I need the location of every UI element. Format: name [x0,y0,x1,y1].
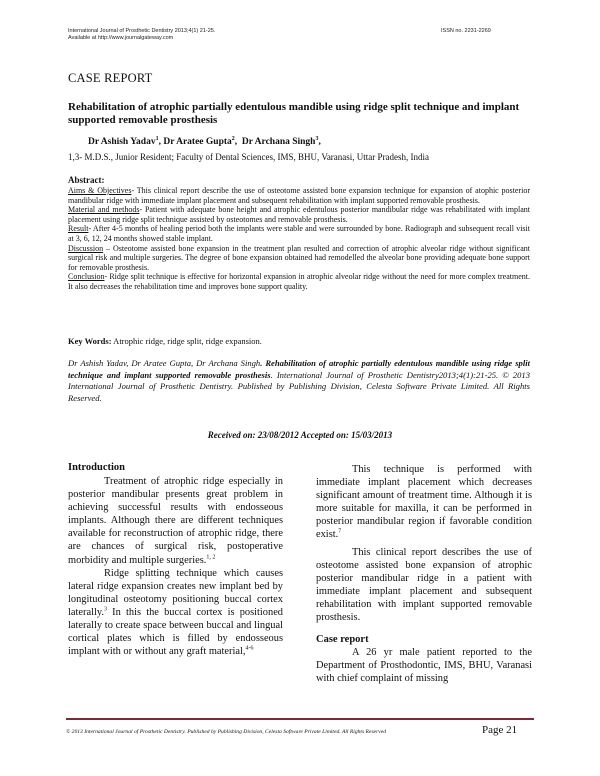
citation [68,358,530,404]
discussion-label: Discussion [68,243,104,253]
abstract-heading: Abstract: [68,175,105,185]
case-report-heading: Case report [316,634,369,646]
case-paragraph: A 26 yr male patient reported to the Department of Prosthodontic, IMS, BHU, Varanasi with chief complaint of missing [316,647,532,685]
abstract-methods [68,205,530,224]
running-header [68,28,215,42]
abstract-discussion [68,244,530,273]
page-number: Page 21 [482,724,518,736]
intro-heading: Introduction [68,462,125,473]
journal-line: International Journal of Prosthetic Dentistry 2013;4(1) 21-25. [68,28,216,34]
citation-title: . Rehabilitation of atrophic partially edentulous mandible using ridge split technique and implant supported removable prosthesis [68,358,530,380]
footer-rule [66,718,534,720]
paper-title: Rehabilitation of atrophic partially edentulous mandible using ridge split technique and implant supported removable prosthesis [68,101,520,126]
abstract-conclusion [68,272,530,291]
result-text: - After 4-5 months of healing period both the implants were stable and were surrounded by bone. Radiograph and subsequent recall visit at 3, 6, 12, 24 months showed stable implant. [68,224,530,243]
right-p1-ref: 7 [338,529,342,535]
intro-p2-ref-a: 3 [103,606,107,613]
aims-label: Aims & Objectives [68,186,132,195]
keywords-label: Key Words: [68,336,112,346]
author-2: Dr Aratee Gupta [163,137,232,147]
aims-text: - This clinical report describe the use of osteotome assisted bone expansion technique for expansion of atophic posterior mandibular ridge with immediate implant placement and subsequent rehabilitation with implant supported removable prosthesis. [68,186,530,205]
result-label: Result [68,224,89,234]
abstract-result [68,224,530,243]
keywords [68,336,262,346]
author-list: Dr Ashish Yadav$^1$, Dr Aratee Gupta$^2$, Dr Archana Singh$^3$, [88,135,321,147]
right-paragraph-2: This clinical report describes the use of osteotome assisted bone expansion of atrophic posterior mandibular ridge in a patient with immediate implant placement and subsequent rehabilitation with implant supported removable prosthesis. [316,546,532,624]
conclusion-text: - Ridge split technique is effective for horizontal expansion in atrophic alveolar ridge without the need for more complex treatment. It also decreases the rehabilitation time and improves bone support quality. [68,272,530,291]
section-label: CASE REPORT [68,71,153,85]
methods-label: Material and methods [68,205,140,215]
author-2-mark: 2 [231,135,235,142]
keywords-text: Atrophic ridge, ridge split, ridge expansion. [111,336,262,346]
citation-source: . International Journal of Prosthetic Dentistry2013;4(1):21-25. © 2013 International Journal of Prosthetic Dentistry. Published by Publishing Division, Celesta Software Private Limited. All Rights Reserved. [68,369,530,403]
received-dates: Received on: 23/08/2012 Accepted on: 15/03/2013 [207,430,393,440]
intro-p1-ref: 1, 2 [206,554,216,561]
intro-p2-text-b: In this the buccal cortex is positioned laterally to create space between buccal and lingual cortical plates which is filled by endosseous implant with or without any graft material, [68,606,283,658]
author-3: Dr Archana Singh [241,137,316,147]
methods-text: - Patient with adequate bone height and atrophic edentulous posterior mandibular ridge was rehabilitated with implant placement using ridge split technique assisted by osteotomes and removable prosthesis. [68,205,530,224]
right-column-body [316,463,532,686]
conclusion-label: Conclusion [68,272,105,282]
available-line: Available at http://www.journalgateway.com [68,35,174,41]
intro-paragraph-1 [68,475,283,567]
intro-p2-ref-b: 4-6 [245,645,254,652]
intro-paragraph-2 [68,567,283,659]
author-3-mark: 3 [315,135,319,142]
right-p1-text: This technique is performed with immediate implant placement which decreases significant amount of treatment time. Although it is more suitable for maxilla, it can be performed in posterior mandibular region if favorable condition exist. [316,464,532,541]
intro-p2-text-a: Ridge splitting technique which causes lateral ridge expansion creates new implant bed by longitudinal osteotomy positioning buccal cortex laterally. [68,567,283,618]
abstract-body [68,186,530,292]
discussion-text: – Osteotome assisted bone expansion in the treatment plan resulted and correction of atrophic alveolar ridge without significant surgical risk and multiple surgeries. The degree of bone expansion obtained had remodelled the alveolar bone providing adequate bone support for removable prosthesis. [68,243,530,272]
abstract-aims [68,186,530,205]
issn: ISSN no. 2231-2269 [441,28,491,34]
intro-body [68,475,283,658]
author-1: Dr Ashish Yadav [88,137,156,147]
affiliation: 1,3- M.D.S., Junior Resident; Faculty of Dental Sciences, IMS, BHU, Varanasi, Uttar Pradesh, India [68,152,430,162]
intro-p1-text: Treatment of atrophic ridge especially in posterior mandibular presents great problem in achieving successful results with endosseous implants. Although there are different techniques available for reconstruction of atrophic ridge, there are chances of surgical risk, postoperative morbidity and multiple surgeries. [68,476,283,566]
citation-authors: Dr Ashish Yadav, Dr Aratee Gupta, Dr Archana Singh [68,358,261,368]
right-paragraph-1 [316,463,532,542]
footer-copyright: © 2013 International Journal of Prosthetic Dentistry. Published by Publishing Division, Celesta Software Private Limited. All Rights Reserved [66,729,387,735]
author-1-mark: 1 [155,135,159,142]
